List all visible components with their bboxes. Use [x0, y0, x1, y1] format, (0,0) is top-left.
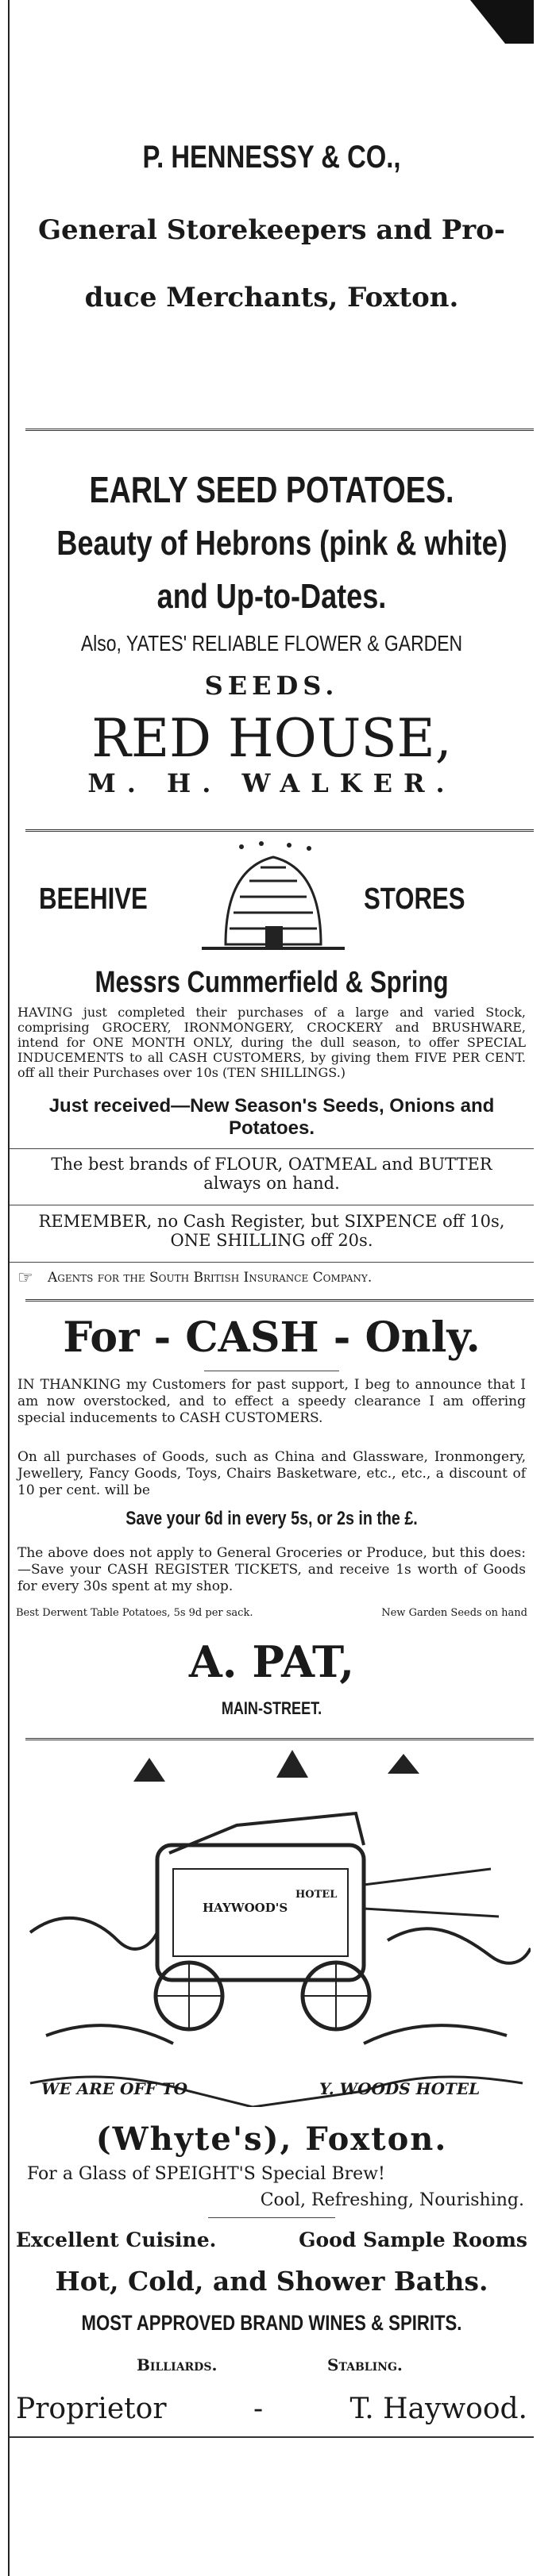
rule-divider: [25, 1299, 534, 1301]
pat-headline: For - CASH - Only.: [63, 1313, 481, 1362]
whytes-title: (Whyte's), Foxton.: [95, 2120, 448, 2158]
whytes-cool: Cool, Refreshing, Nourishing.: [260, 2190, 524, 2210]
pat-street: MAIN-STREET.: [221, 1698, 322, 1718]
pat-para2: On all purchases of Goods, such as China and Glassware, Ironmongery, Jewellery, Fancy Goods, Toys, Chairs Basketware, etc., etc., a discount of 10 per cent. will be: [17, 1449, 526, 1498]
pat-footline-left: Best Derwent Table Potatoes, 5s 9d per sack.: [16, 1607, 253, 1619]
whytes-row1: [16, 2228, 527, 2251]
coach-sign2: HOTEL: [295, 1889, 338, 1901]
beehive-left: BEEHIVE: [39, 882, 148, 916]
pat-save: Save your 6d in every 5s, or 2s in the £.: [125, 1508, 418, 1529]
rule-divider: [25, 429, 534, 431]
walker-line3: Also, YATES' RELIABLE FLOWER & GARDEN: [80, 631, 463, 656]
proprietor-dash: -: [253, 2393, 264, 2425]
walker-seeds: SEEDS.: [204, 671, 339, 701]
whytes-wines: MOST APPROVED BRAND WINES & SPIRITS.: [81, 2311, 462, 2335]
bottom-rule: [10, 2436, 534, 2438]
hennessy-name: P. HENNESSY & CO.,: [142, 140, 401, 175]
proprietor-label: Proprietor: [16, 2393, 167, 2425]
whytes-billiards: Billiards.: [137, 2355, 218, 2374]
whytes-cuisine: Excellent Cuisine.: [16, 2228, 217, 2251]
beehive-remember: REMEMBER, no Cash Register, but SIXPENCE off 10s, ONE SHILLING off 20s.: [38, 1212, 505, 1250]
hennessy-line1: General Storekeepers and Pro-: [38, 214, 505, 246]
beehive-agents: Agents for the South British Insurance Company.: [48, 1270, 373, 1286]
walker-headline: EARLY SEED POTATOES.: [89, 469, 454, 510]
whytes-stabling: Stabling.: [327, 2355, 403, 2374]
torn-corner: [470, 0, 534, 44]
pat-name: A. PAT,: [188, 1636, 355, 1687]
rule-divider: [25, 1738, 534, 1740]
newspaper-column: [8, 0, 534, 2576]
thin-rule: [208, 2217, 335, 2218]
rule-divider: [25, 829, 534, 832]
coach-sign: HAYWOOD'S: [203, 1901, 288, 1915]
walker-owner: M. H. WALKER.: [87, 768, 456, 798]
thin-rule: [10, 1262, 534, 1263]
proprietor-name: T. Haywood.: [349, 2393, 527, 2425]
pat-footline-right: New Garden Seeds on hand: [381, 1607, 527, 1619]
whytes-rooms: Good Sample Rooms: [299, 2228, 527, 2251]
pat-footline: [16, 1607, 527, 1619]
whytes-glass: For a Glass of SPEIGHT'S Special Brew!: [27, 2164, 385, 2184]
beehive-icon: [194, 837, 353, 956]
pat-para3: The above does not apply to General Groceries or Produce, but this does:—Save your CASH REGISTER TICKETS, and receive 1s worth of Goods for every 30s spent at my shop.: [17, 1545, 526, 1594]
whytes-baths: Hot, Cold, and Shower Baths.: [55, 2266, 488, 2297]
thin-rule: [10, 1148, 534, 1149]
coach-illustration: [14, 1750, 531, 2107]
beehive-received: Just received—New Season's Seeds, Onions and Potatoes.: [48, 1095, 495, 1139]
beehive-para: HAVING just completed their purchases of a large and varied Stock, comprising GROCERY, IRONMONGERY, CROCKERY and BRUSHWARE, intend for ONE MONTH ONLY, during the dull season, to offer SPECIAL INDUCEMENTS to all CASH CUSTOMERS, by giving them FIVE PER CENT. off all their Purchases over 10s (TEN SHILLINGS.): [17, 1005, 526, 1080]
red-house: RED HOUSE,: [91, 708, 452, 769]
beehive-brands: The best brands of FLOUR, OATMEAL and BUTTER always on hand.: [51, 1155, 492, 1193]
pat-para1: IN THANKING my Customers for past support, I beg to announce that I am now overstocked, and to effect a speedy clearance I am offering special inducements to CASH CUSTOMERS.: [17, 1377, 526, 1426]
beehive-right: STORES: [364, 882, 465, 916]
hotel-banner: Y. WOODS HOTEL: [319, 2079, 481, 2098]
hennessy-line2: duce Merchants, Foxton.: [84, 282, 459, 313]
beehive-firm: Messrs Cummerfield & Spring: [95, 966, 449, 999]
walker-line2: and Up-to-Dates.: [156, 577, 387, 616]
pointing-hand-icon: ☞: [17, 1268, 33, 1288]
off-to-banner: WE ARE OFF TO: [41, 2079, 188, 2098]
whytes-proprietor-row: [16, 2393, 527, 2425]
walker-line1: Beauty of Hebrons (pink & white): [56, 524, 508, 563]
